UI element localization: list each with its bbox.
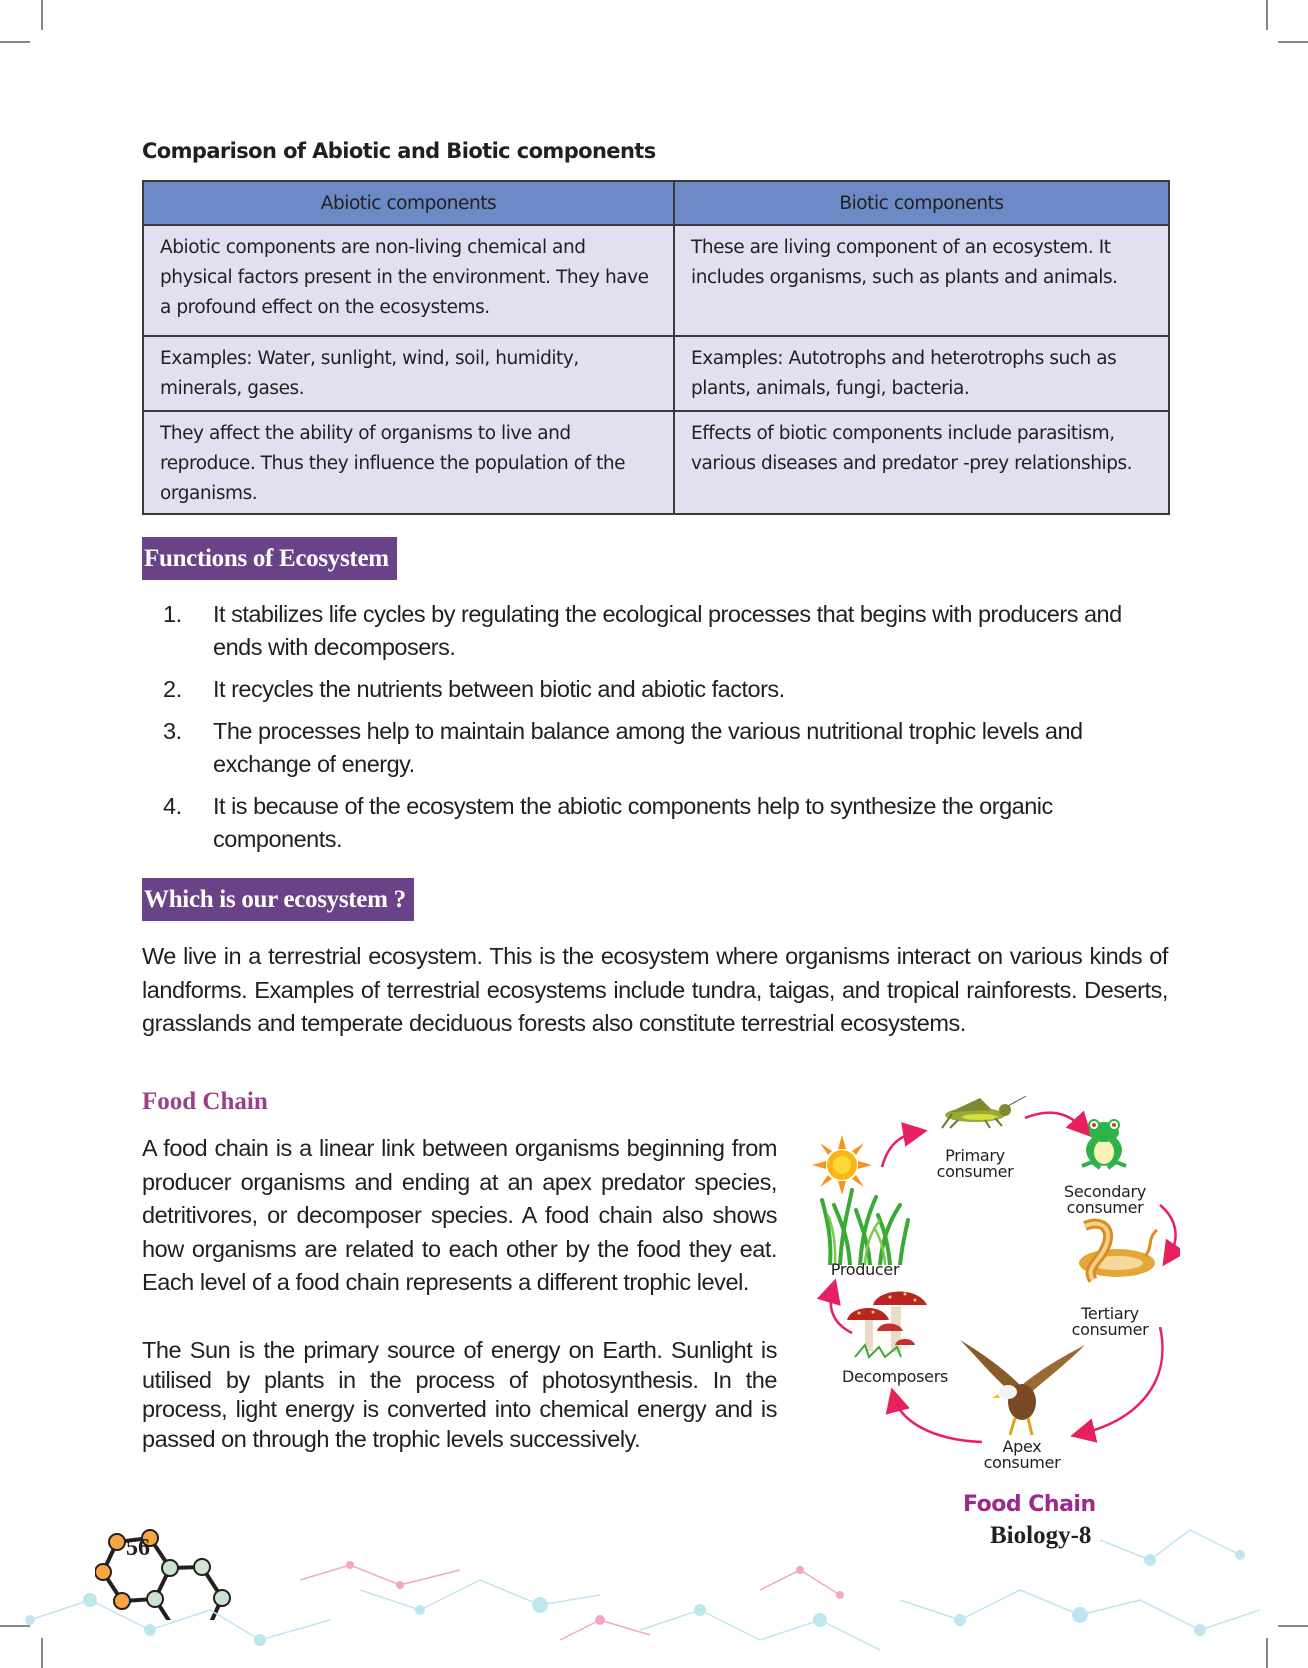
comparison-title: Comparison of Abiotic and Biotic components bbox=[142, 139, 656, 163]
snake-icon bbox=[1075, 1218, 1160, 1288]
table-cell-abiotic: They affect the ability of organisms to live and reproduce. Thus they influence the population of the organisms. bbox=[143, 411, 674, 514]
column-header-abiotic: Abiotic components bbox=[143, 181, 674, 225]
label-producer: Producer bbox=[830, 1260, 900, 1279]
our-ecosystem-paragraph: We live in a terrestrial ecosystem. This is the ecosystem where organisms interact on various kinds of landforms. Examples of terrestrial ecosystems include tundra, taigas, and tropical rainforests. Deserts, grasslands and temperate deciduous forests also constitute terrestrial ecosystems. bbox=[142, 943, 1168, 1036]
food-chain-paragraph-2: The Sun is the primary source of energy on Earth. Sunlight is utilised by plants in the process of photosynthesis. In the process, light energy is converted into chemical energy and is passed on through the trophic levels successively. bbox=[142, 1337, 777, 1452]
label-tertiary-consumer: Tertiary consumer bbox=[1071, 1304, 1149, 1339]
table-row bbox=[143, 411, 1169, 514]
frog-icon bbox=[1078, 1116, 1130, 1172]
functions-heading: Functions of Ecosystem bbox=[142, 537, 397, 580]
label-decomposers: Decomposers bbox=[841, 1367, 949, 1386]
column-header-biotic: Biotic components bbox=[674, 181, 1169, 225]
table-row bbox=[143, 225, 1169, 336]
food-chain-paragraph-1: A food chain is a linear link between organisms beginning from producer organisms and ending at an apex predator species, detritivores, or decomposer species. A food chain also shows how organisms are related to each other by the food they eat. Each level of a food chain represents a different trophic level. bbox=[142, 1135, 777, 1295]
list-item bbox=[155, 598, 1168, 664]
our-ecosystem-heading: Which is our ecosystem ? bbox=[142, 878, 414, 921]
list-text: It is because of the ecosystem the abiotic components help to synthesize the organic components. bbox=[213, 793, 1053, 852]
table-cell-abiotic: Abiotic components are non-living chemical and physical factors present in the environment. They have a profound effect on the ecosystems. bbox=[143, 225, 674, 336]
label-apex-consumer: Apex consumer bbox=[983, 1437, 1061, 1472]
page-number: 56 bbox=[126, 1535, 150, 1561]
book-title: Biology-8 bbox=[990, 1522, 1092, 1549]
list-number: 4. bbox=[163, 793, 182, 819]
crop-mark bbox=[1266, 0, 1268, 30]
functions-list bbox=[155, 598, 1168, 865]
table-row bbox=[143, 336, 1169, 411]
list-item bbox=[155, 673, 1168, 706]
list-text: The processes help to maintain balance among the various nutritional trophic levels and exchange of energy. bbox=[213, 718, 1083, 777]
label-primary-consumer: Primary consumer bbox=[936, 1146, 1014, 1181]
crop-mark bbox=[1278, 41, 1308, 43]
list-item bbox=[155, 715, 1168, 781]
crop-mark bbox=[0, 41, 30, 43]
table-cell-biotic: Examples: Autotrophs and heterotrophs such as plants, animals, fungi, bacteria. bbox=[674, 336, 1169, 411]
food-chain-diagram bbox=[800, 1090, 1180, 1490]
grasshopper-icon bbox=[930, 1090, 1030, 1130]
list-number: 3. bbox=[163, 718, 182, 744]
eagle-icon bbox=[960, 1340, 1090, 1440]
list-number: 2. bbox=[163, 676, 182, 702]
table-cell-abiotic: Examples: Water, sunlight, wind, soil, humidity, minerals, gases. bbox=[143, 336, 674, 411]
network-decoration bbox=[0, 1500, 1308, 1668]
diagram-caption: Food Chain bbox=[963, 1492, 1096, 1517]
list-text: It stabilizes life cycles by regulating the ecological processes that begins with producers and ends with decomposers. bbox=[213, 601, 1122, 660]
mushroom-icon bbox=[845, 1285, 930, 1360]
crop-mark bbox=[41, 0, 43, 30]
list-item bbox=[155, 790, 1168, 856]
label-secondary-consumer: Secondary consumer bbox=[1063, 1182, 1147, 1217]
table-cell-biotic: These are living component of an ecosystem. It includes organisms, such as plants and animals. bbox=[674, 225, 1169, 336]
comparison-table bbox=[142, 180, 1170, 515]
food-chain-heading: Food Chain bbox=[142, 1088, 268, 1115]
table-cell-biotic: Effects of biotic components include parasitism, various diseases and predator -prey relationships. bbox=[674, 411, 1169, 514]
grass-icon bbox=[820, 1185, 910, 1265]
list-text: It recycles the nutrients between biotic and abiotic factors. bbox=[213, 676, 785, 702]
list-number: 1. bbox=[163, 601, 182, 627]
